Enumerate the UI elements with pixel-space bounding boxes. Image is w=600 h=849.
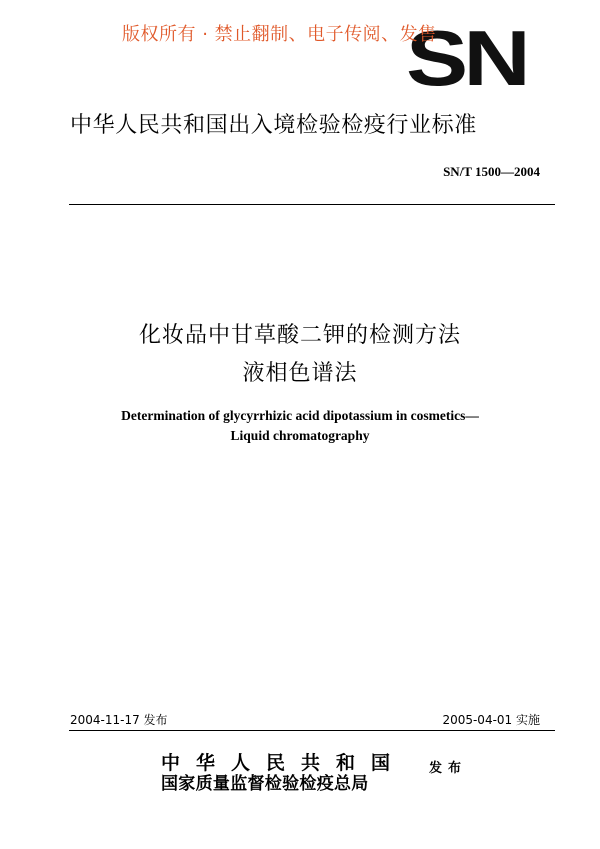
- issuer-country: 中华人民共和国: [161, 752, 407, 774]
- issue-date: 2004-11-17 发布: [70, 713, 168, 727]
- org-title: 中华人民共和国出入境检验检疫行业标准: [70, 113, 477, 138]
- standard-number: SN/T 1500—2004: [443, 164, 540, 179]
- title-en-line2: Liquid chromatography: [230, 428, 370, 443]
- svg-text:SN: SN: [406, 27, 526, 89]
- title-en-line1: Determination of glycyrrhizic acid dipotassium in cosmetics—: [121, 408, 479, 423]
- title-cn-line2: 液相色谱法: [242, 361, 358, 386]
- top-divider: [69, 204, 555, 205]
- copyright-watermark: 版权所有 · 禁止翻制、电子传阅、发售: [122, 24, 437, 45]
- issuer-agency: 国家质量监督检验检疫总局: [161, 774, 369, 794]
- implementation-date: 2005-04-01 实施: [442, 713, 540, 727]
- publish-label: 发布: [429, 761, 468, 776]
- title-cn-line1: 化妆品中甘草酸二钾的检测方法: [138, 323, 461, 348]
- bottom-divider: [69, 730, 555, 731]
